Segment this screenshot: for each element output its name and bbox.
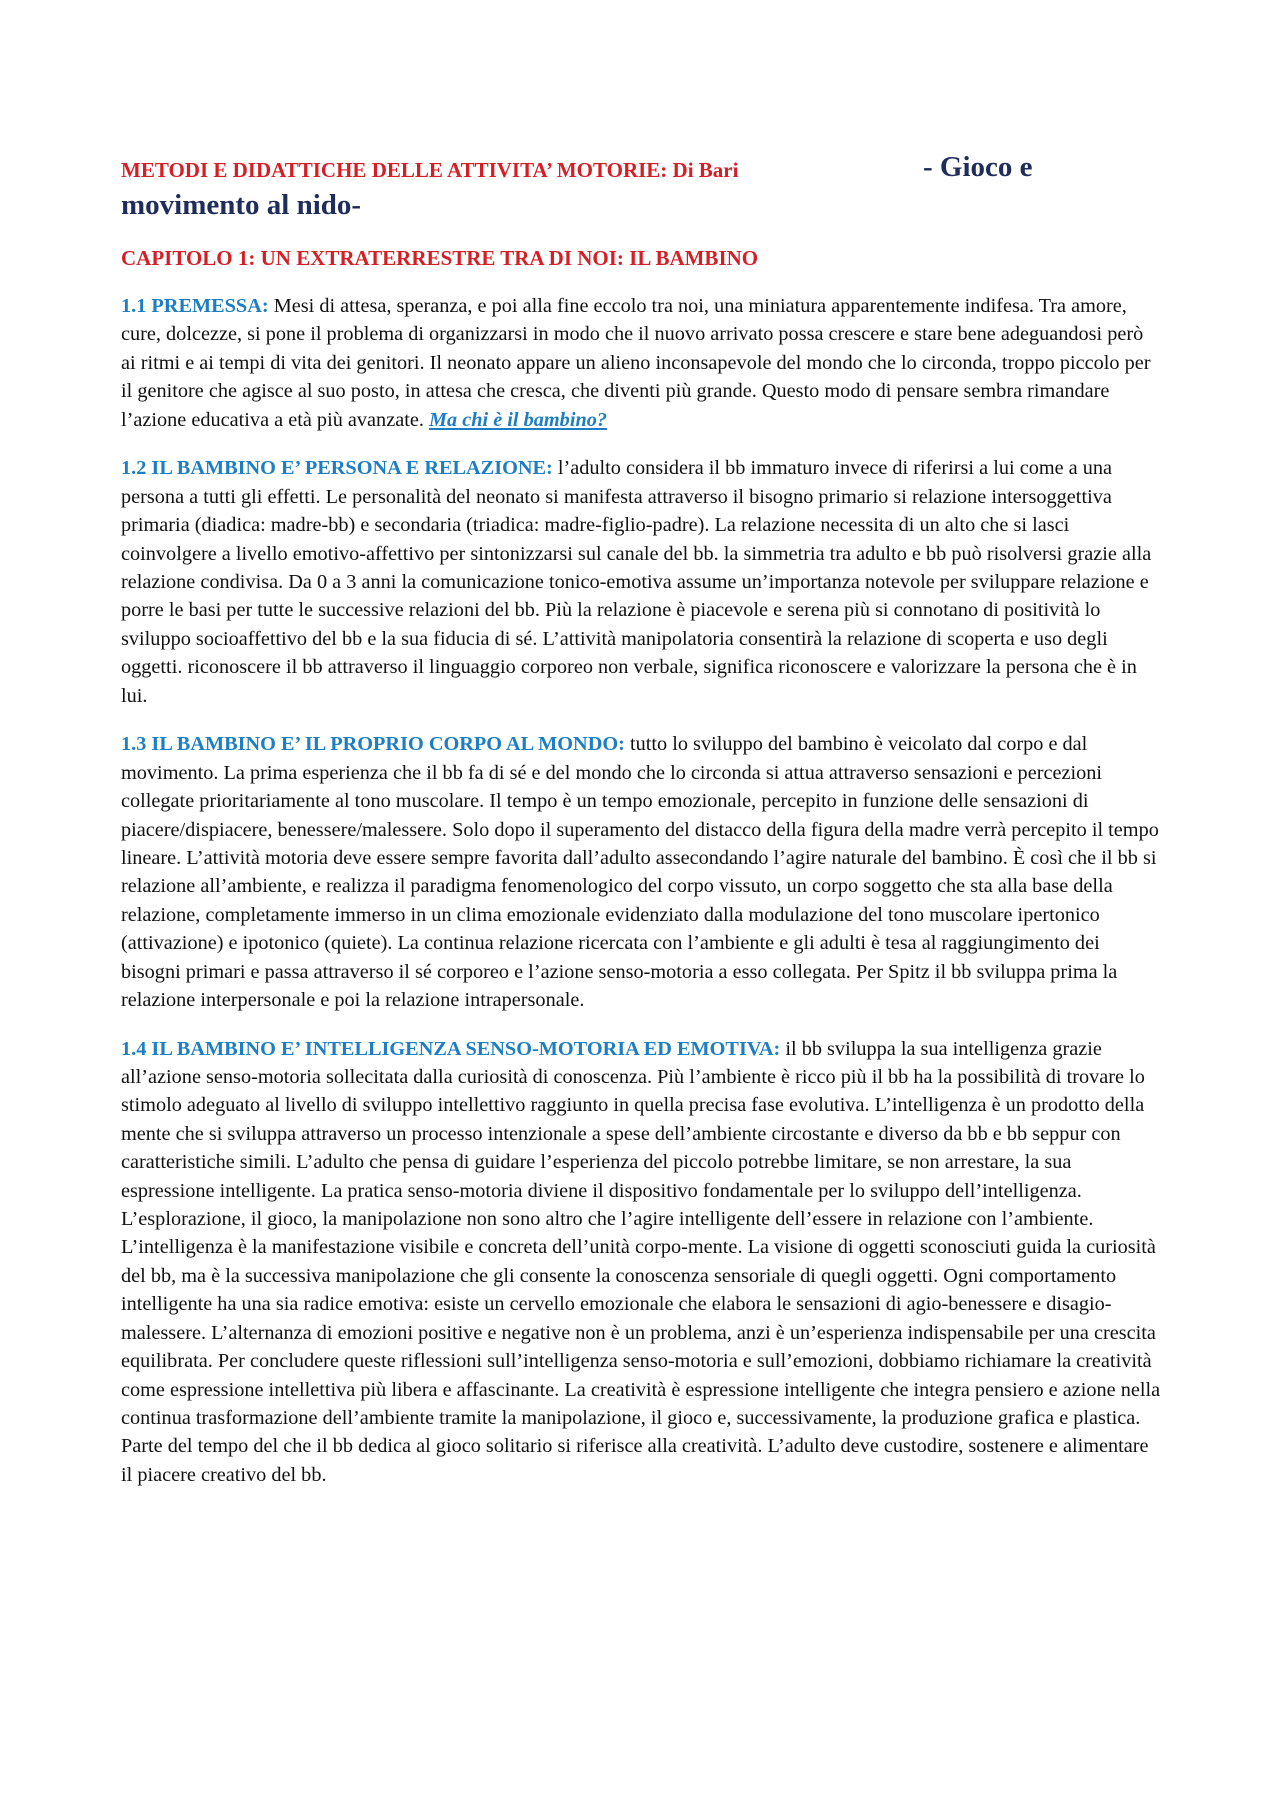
section-text: tutto lo sviluppo del bambino è veicolato dal corpo e dal movimento. La prima esperienza che il bb fa di sé e del mondo che lo circonda si attua attraverso sensazioni e percezioni collegate prioritariamente al tono muscolare. Il tempo è un tempo emozionale, percepito in funzione delle sensazioni di piacere/dispiacere, benessere/malessere. Solo dopo il superamento del distacco della figura della madre verrà percepito il tempo lineare. L’attività motoria deve essere sempre favorita dall’adulto assecondando l’agire naturale del bambino. È così che il bb si relazione all’ambiente, e realizza il paradigma fenomenologico del corpo vissuto, un corpo soggetto che sta alla base della relazione, completamente immerso in un clima emozionale evidenziato dalla modulazione del tono muscolare ipertonico (attivazione) e ipotonico (quiete). La continua relazione ricercata con l’ambiente e gli adulti è tesa al raggiungimento dei bisogni primari e passa attraverso il sé corporeo e l’azione senso-motoria a esso collegata. Per Spitz il bb sviluppa prima la relazione interpersonale e poi la relazione intrapersonale. — [121, 733, 1159, 1011]
section-1-4 — [121, 1035, 1161, 1490]
section-text: il bb sviluppa la sua intelligenza grazie all’azione senso-motoria sollecitata dalla curiosità di conoscenza. Più l’ambiente è ricco più il bb ha la possibilità di trovare lo stimolo adeguato al livello di sviluppo intellettivo raggiunto in quella precisa fase evolutiva. L’intelligenza è un prodotto della mente che si sviluppa attraverso un processo intenzionale a spese dell’ambiente circostante e diverso da bb e bb seppur con caratteristiche simili. L’adulto che pensa di guidare l’esperienza del piccolo potrebbe limitare, se non arrestare, la sua espressione intelligente. La pratica senso-motoria diviene il dispositivo fondamentale per lo sviluppo dell’intelligenza. L’esplorazione, il gioco, la manipolazione non sono altro che l’agire intelligente dell’essere in relazione con l’ambiente. L’intelligenza è la manifestazione visibile e concreta dell’unità corpo-mente. La visione di oggetti sconosciuti guida la curiosità del bb, ma è la successiva manipolazione che gli consente la conoscenza sensoriale di quegli oggetti. Ogni comportamento intelligente ha una sia radice emotiva: esiste un cervello emozionale che elabora le sensazioni di agio-benessere e disagio-malessere. L’alternanza di emozioni positive e negative non è un problema, anzi è un’esperienza indispensabile per una crescita equilibrata. Per concludere queste riflessioni sull’intelligenza senso-motoria e sull’emozioni, dobbiamo richiamare la creatività come espressione intellettiva più libera e affascinante. La creatività è espressione intelligente che integra pensiero e azione nella continua trasformazione dell’ambiente tramite la manipolazione, il gioco e, successivamente, la produzione grafica e plastica. Parte del tempo del che il bb dedica al gioco solitario si riferisce alla creatività. L’adulto deve custodire, sostenere e alimentare il piacere creativo del bb. — [121, 1037, 1161, 1486]
section-1-1 — [121, 292, 1161, 434]
title-left: METODI E DIDATTICHE DELLE ATTIVITA’ MOTORIE: Di Bari — [121, 158, 739, 182]
question-link[interactable]: Ma chi è il bambino? — [428, 408, 608, 431]
document-title — [121, 150, 1161, 190]
section-heading: 1.4 IL BAMBINO E’ INTELLIGENZA SENSO-MOTORIA ED EMOTIVA: — [121, 1037, 781, 1060]
section-heading: 1.1 PREMESSA: — [121, 295, 269, 317]
section-heading: 1.2 IL BAMBINO E’ PERSONA E RELAZIONE: — [121, 457, 553, 480]
chapter-heading: CAPITOLO 1: UN EXTRATERRESTRE TRA DI NOI: IL BAMBINO — [121, 246, 759, 270]
section-1-2 — [121, 454, 1161, 710]
section-text: l’adulto considera il bb immaturo invece di riferirsi a lui come a una persona a tutti gli effetti. Le personalità del neonato si manifesta attraverso il bisogno primario si relazione intersoggettiva primaria (diadica: madre-bb) e secondaria (triadica: madre-figlio-padre). La relazione necessita di un alto che si lasci coinvolgere a livello emotivo-affettivo per sintonizzarsi sul canale del bb. la simmetria tra adulto e bb può risolversi grazie alla relazione condivisa. Da 0 a 3 anni la comunicazione tonico-emotiva assume un’importanza notevole per sviluppare relazione e porre le basi per tutte le successive relazioni del bb. Più la relazione è piacevole e serena più si connotano di positività lo sviluppo socioaffettivo del bb e la sua fiducia di sé. L’attività manipolatoria consentirà la relazione di scoperta e uso degli oggetti. riconoscere il bb attraverso il linguaggio corporeo non verbale, significa riconoscere e valorizzare la persona che è in lui. — [121, 457, 1152, 707]
section-heading: 1.3 IL BAMBINO E’ IL PROPRIO CORPO AL MONDO: — [121, 733, 625, 756]
title-line-2: movimento al nido- — [121, 189, 362, 221]
document-page — [121, 150, 1161, 1509]
title-right: - Gioco e — [923, 151, 1033, 183]
section-1-3 — [121, 730, 1161, 1014]
section-text: Mesi di attesa, speranza, e poi alla fine eccolo tra noi, una miniatura apparentemente indifesa. Tra amore, cure, dolcezze, si pone il problema di organizzarsi in modo che il nuovo arrivato possa crescere e stare bene adeguandosi però ai ritmi e ai tempi di vita dei genitori. Il neonato appare un alieno inconsapevole del mondo che lo circonda, troppo piccolo per il genitore che agisce al suo posto, in attesa che cresca, che diventi più grande. Questo modo di pensare sembra rimandare l’azione educativa a età più avanzate. — [121, 295, 1151, 431]
